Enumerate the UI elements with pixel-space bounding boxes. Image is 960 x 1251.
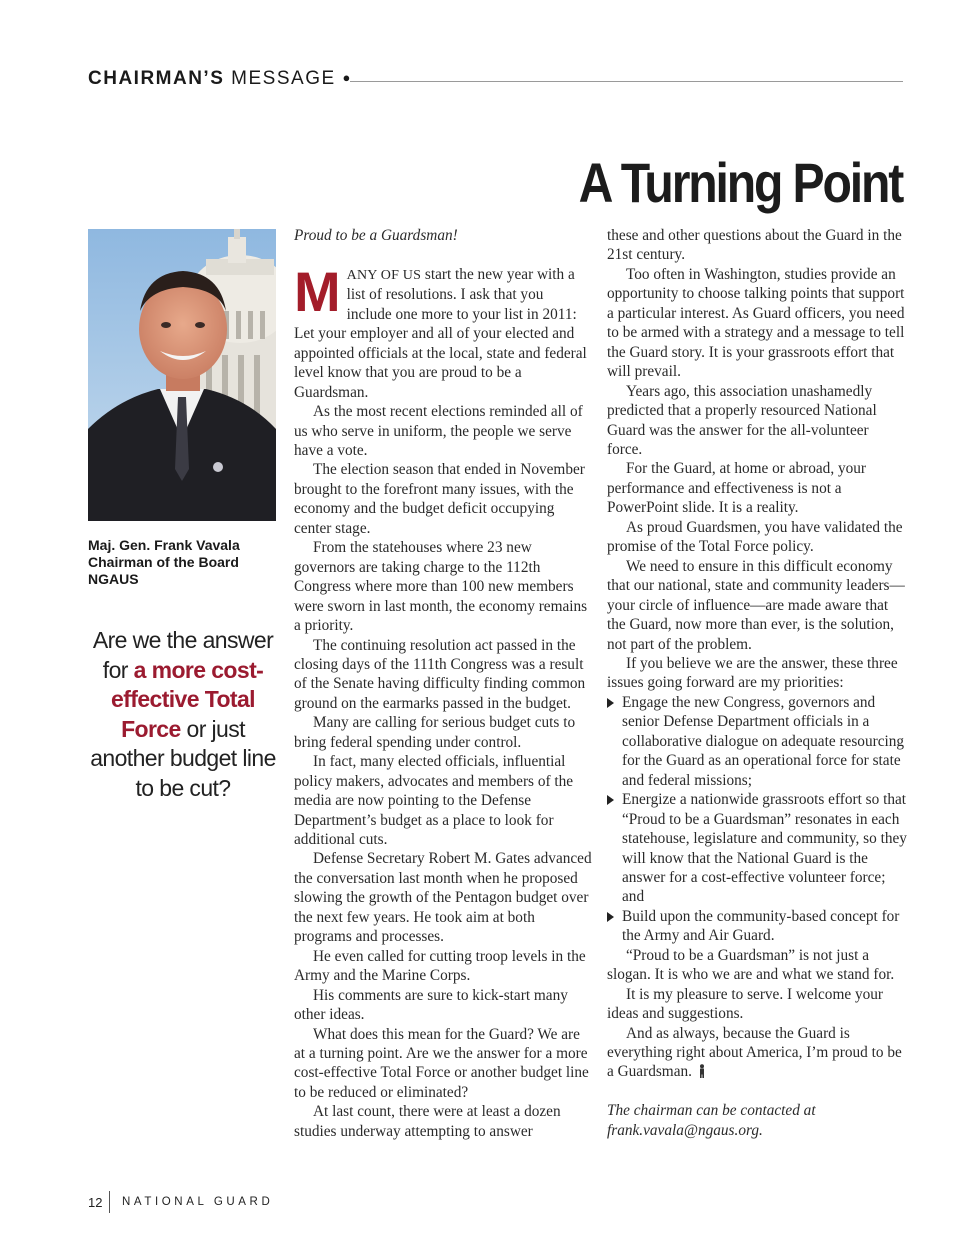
contact-line: The chairman can be contacted at frank.vavala@ngaus.org. xyxy=(607,1102,816,1139)
body-paragraph: Years ago, this association unashamedly predicted that a properly resourced National Guard was the answer for the all-volunteer force. xyxy=(607,382,877,458)
final-paragraph-text: And as always, because the Guard is everything right about America, I’m proud to be a Guardsman. xyxy=(607,1024,902,1081)
bullet-icon xyxy=(607,912,614,922)
article-column-2 xyxy=(607,226,907,1140)
body-paragraph: “Proud to be a Guardsman” is not just a slogan. It is who we are and what we stand for. xyxy=(607,946,895,984)
pull-quote-pre: Are we the answer for xyxy=(92,627,274,683)
bullet-icon xyxy=(607,795,614,805)
header-rule xyxy=(350,81,903,82)
lead-text: start the new year with a list of resolutions. I ask that you include one more to your list in 2011: Let your employer and all of your elected and appointed officials at the local, state and federal level know that you are proud to be a Guardsman. xyxy=(294,265,587,401)
priority-item xyxy=(607,907,907,946)
article-column-1 xyxy=(294,226,592,1141)
body-paragraph: His comments are sure to kick-start many other ideas. xyxy=(294,986,568,1024)
page-number: 12 xyxy=(88,1195,103,1210)
bullet-icon xyxy=(607,698,614,708)
bullet-icon: ● xyxy=(342,70,352,85)
section-label xyxy=(88,68,352,90)
body-paragraph: At last count, there were at least a dozen studies underway attempting to answer xyxy=(294,1103,561,1140)
body-paragraph: The continuing resolution act passed in the closing days of the 111th Congress was a result of the Senate having difficulty finding common ground on the earmarks passed in the budget. xyxy=(294,636,586,712)
caption-title: Chairman of the Board xyxy=(88,554,239,570)
pull-quote-highlight: a more cost-effective Total Force xyxy=(111,656,264,742)
portrait-photo-icon xyxy=(88,229,276,521)
section-header xyxy=(88,68,903,94)
body-paragraph: It is my pleasure to serve. I welcome your ideas and suggestions. xyxy=(607,985,883,1023)
page-title: A Turning Point xyxy=(578,151,902,214)
article-kicker: Proud to be a Guardsman! xyxy=(294,227,458,244)
body-paragraph: If you believe we are the answer, these three issues going forward are my priorities: xyxy=(607,654,898,692)
priority-item-text: Build upon the community-based concept for the Army and Air Guard. xyxy=(622,907,900,945)
lead-paragraph xyxy=(294,259,592,402)
body-paragraph: We need to ensure in this difficult economy that our national, state and community leaders—your circle of influence—are made aware that the Guard, now more than ever, is the solution, not part of the problem. xyxy=(607,557,905,653)
body-paragraph: What does this mean for the Guard? We are at a turning point. Are we the answer for a more cost-effective Total Force or another budget line to be reduced or eliminated? xyxy=(294,1025,589,1101)
section-label-light: MESSAGE xyxy=(231,68,336,89)
drop-cap: M xyxy=(294,259,341,323)
body-paragraph: Too often in Washington, studies provide an opportunity to choose talking points that support a particular interest. As Guard officers, you need to be armed with a strategy and a message to tell the Guard story. It is your grassroots effort that will prevail. xyxy=(607,265,905,381)
soldier-end-icon xyxy=(698,1064,706,1078)
continuation-paragraph: these and other questions about the Guard in the 21st century. xyxy=(607,227,902,264)
body-paragraph: For the Guard, at home or abroad, your performance and effectiveness is not a PowerPoint slide. It is a reality. xyxy=(607,460,867,517)
closing-paragraphs xyxy=(607,946,907,1024)
body-paragraph: Defense Secretary Robert M. Gates advanced the conversation last month when he proposed slowing the growth of the Pentagon budget over the next few years. He took aim at both programs and processes. xyxy=(294,850,592,946)
priority-item-text: Energize a nationwide grassroots effort so that “Proud to be a Guardsman” resonates in each statehouse, legislature and community, so they will know that the National Guard is the answer for a cost-effective volunteer force; and xyxy=(622,791,907,906)
body-paragraph: As the most recent elections reminded all of us who serve in uniform, the people we serve have a vote. xyxy=(294,403,583,459)
lead-caps: ANY OF US xyxy=(346,267,422,283)
priority-item-text: Engage the new Congress, governors and senior Defense Department officials in a collaborative dialogue on adequate resourcing for the Guard as an operational force for state and federal missions; xyxy=(622,693,905,789)
photo-caption xyxy=(88,537,278,588)
body-paragraph: From the statehouses where 23 new governors are taking charge to the 112th Congress where more than 100 new members were sworn in last month, the economy remains a priority. xyxy=(294,539,588,635)
column-1-paragraphs xyxy=(294,402,592,1141)
section-label-bold: CHAIRMAN’S xyxy=(88,68,225,89)
portrait-illustration xyxy=(88,229,276,521)
pull-quote xyxy=(88,626,278,803)
caption-org: NGAUS xyxy=(88,571,139,587)
body-paragraph: In fact, many elected officials, influential policy makers, advocates and members of the media are now pointing to the Defense Department’s budget as a place to look for additional cuts. xyxy=(294,753,574,849)
final-paragraph xyxy=(607,1024,907,1082)
body-paragraph: As proud Guardsmen, you have validated the promise of the Total Force policy. xyxy=(607,518,903,556)
body-paragraph: The election season that ended in November brought to the forefront many issues, with the economy and the budget deficit occupying center stage. xyxy=(294,461,585,537)
priority-item xyxy=(607,790,907,907)
column-2-paragraphs xyxy=(607,265,907,693)
publication-name: NATIONAL GUARD xyxy=(122,1196,274,1208)
footer-rule xyxy=(109,1191,110,1213)
body-paragraph: Many are calling for serious budget cuts to bring federal spending under control. xyxy=(294,714,576,751)
priority-item xyxy=(607,693,907,790)
caption-name: Maj. Gen. Frank Vavala xyxy=(88,537,240,553)
priority-list xyxy=(607,693,907,946)
body-paragraph: He even called for cutting troop levels in the Army and the Marine Corps. xyxy=(294,947,586,985)
pull-quote-post: or just another budget line to be cut? xyxy=(90,715,276,801)
